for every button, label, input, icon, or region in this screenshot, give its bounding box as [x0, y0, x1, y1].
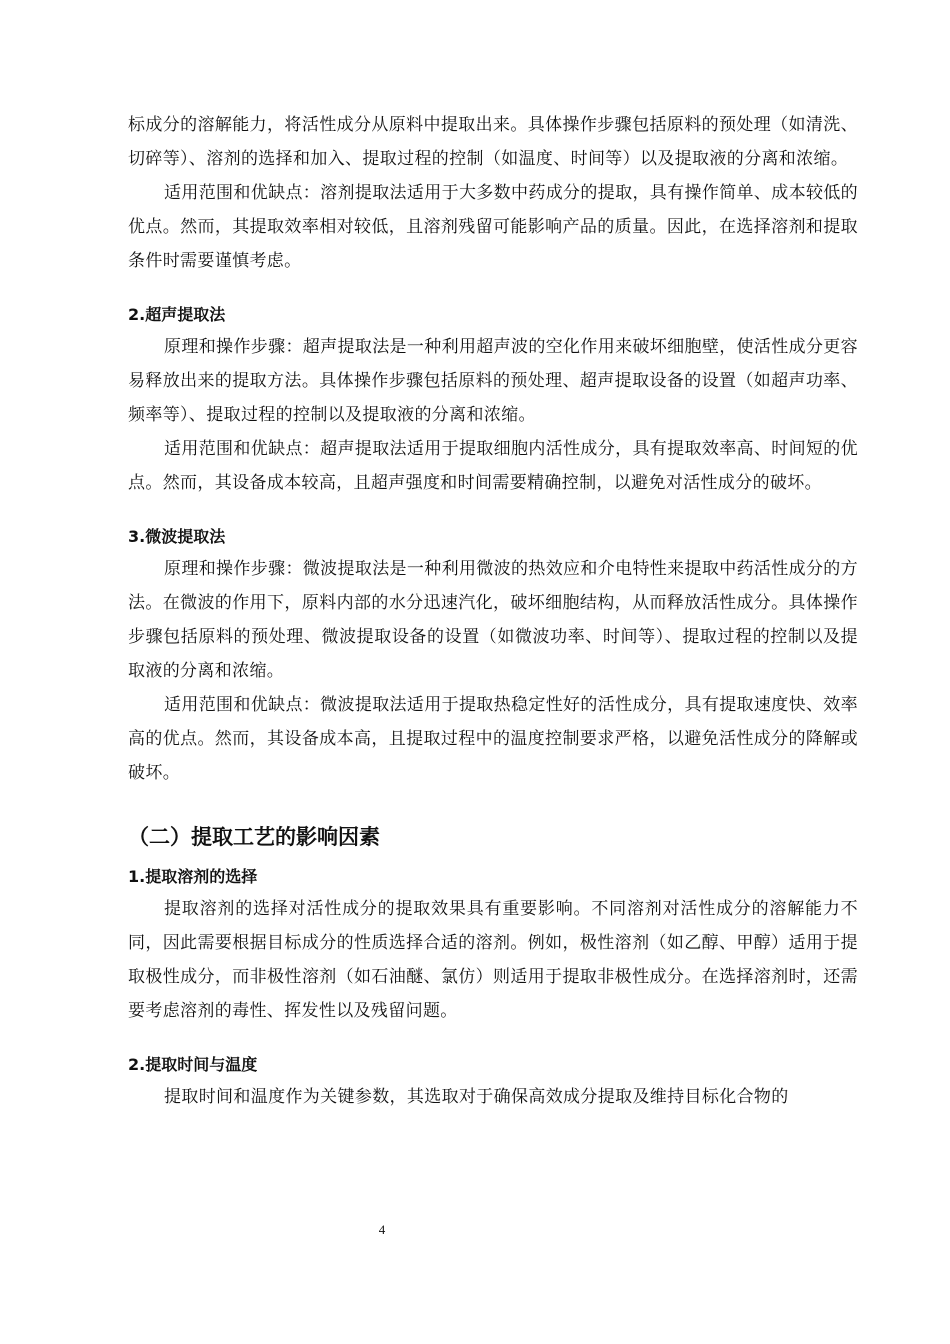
page-content: [128, 108, 858, 1114]
paragraph-solvent-procedure: 标成分的溶解能力，将活性成分从原料中提取出来。具体操作步骤包括原料的预处理（如清洗、切碎等）、溶剂的选择和加入、提取过程的控制（如温度、时间等）以及提取液的分离和浓缩。: [128, 115, 858, 169]
paragraph-microwave-pros-cons: 适用范围和优缺点：微波提取法适用于提取热稳定性好的活性成分，具有提取速度快、效率高的优点。然而，其设备成本高，且提取过程中的温度控制要求严格，以避免活性成分的降解或破坏。: [128, 695, 858, 783]
heading-time-temperature: 2.提取时间与温度: [128, 1055, 258, 1074]
paragraph-solvent-selection: 提取溶剂的选择对活性成分的提取效果具有重要影响。不同溶剂对活性成分的溶解能力不同，因此需要根据目标成分的性质选择合适的溶剂。例如，极性溶剂（如乙醇、甲醇）适用于提取极性成分，而非极性溶剂（如石油醚、氯仿）则适用于提取非极性成分。在选择溶剂时，还需要考虑溶剂的毒性、挥发性以及残留问题。: [128, 899, 858, 1021]
heading-microwave-extraction: 3.微波提取法: [128, 527, 226, 546]
heading-ultrasound-extraction: 2.超声提取法: [128, 305, 226, 324]
paragraph-ultrasound-pros-cons: 适用范围和优缺点：超声提取法适用于提取细胞内活性成分，具有提取效率高、时间短的优点。然而，其设备成本较高，且超声强度和时间需要精确控制，以避免对活性成分的破坏。: [128, 439, 858, 493]
paragraph-solvent-pros-cons: 适用范围和优缺点：溶剂提取法适用于大多数中药成分的提取，具有操作简单、成本较低的优点。然而，其提取效率相对较低，且溶剂残留可能影响产品的质量。因此，在选择溶剂和提取条件时需要谨慎考虑。: [128, 183, 858, 271]
heading-solvent-selection: 1.提取溶剂的选择: [128, 867, 258, 886]
paragraph-ultrasound-procedure: 原理和操作步骤：超声提取法是一种利用超声波的空化作用来破坏细胞壁，使活性成分更容易释放出来的提取方法。具体操作步骤包括原料的预处理、超声提取设备的设置（如超声功率、频率等）、提取过程的控制以及提取液的分离和浓缩。: [128, 337, 858, 425]
paragraph-microwave-procedure: 原理和操作步骤：微波提取法是一种利用微波的热效应和介电特性来提取中药活性成分的方法。在微波的作用下，原料内部的水分迅速汽化，破坏细胞结构，从而释放活性成分。具体操作步骤包括原料的预处理、微波提取设备的设置（如微波功率、时间等）、提取过程的控制以及提取液的分离和浓缩。: [128, 559, 858, 681]
page-number: 4: [378, 1222, 386, 1237]
heading-extraction-factors: （二）提取工艺的影响因素: [128, 825, 380, 849]
paragraph-time-temperature: 提取时间和温度作为关键参数，其选取对于确保高效成分提取及维持目标化合物的: [164, 1087, 789, 1107]
